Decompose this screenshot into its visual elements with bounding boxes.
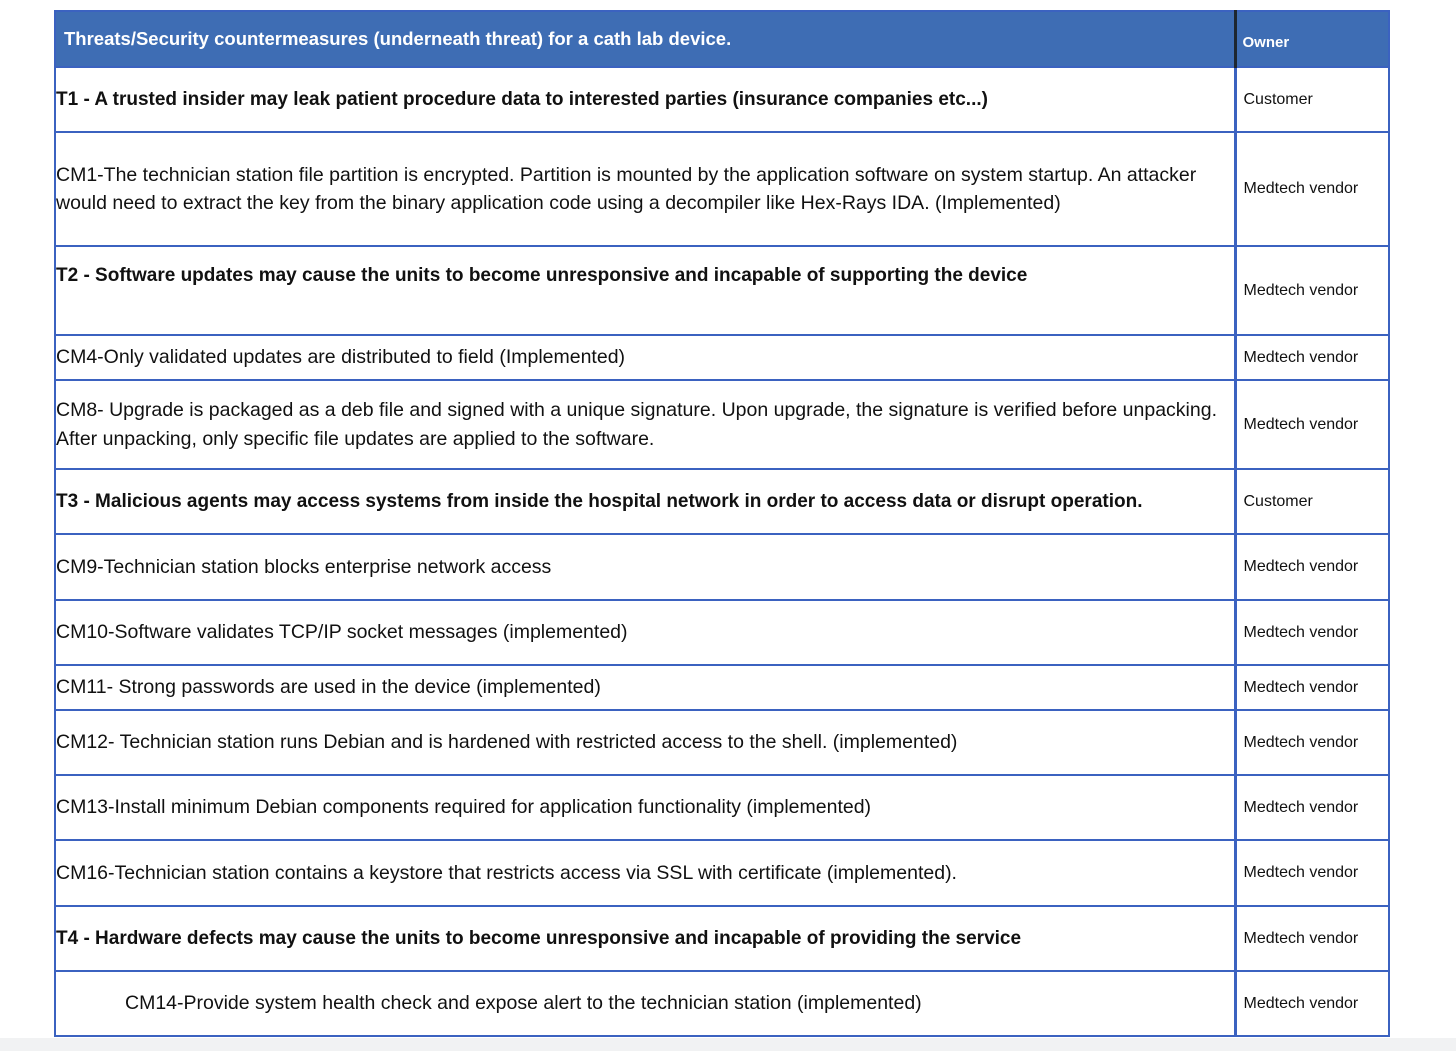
owner-cell: Medtech vendor: [1235, 665, 1389, 710]
owner-cell: Medtech vendor: [1235, 840, 1389, 906]
page-bottom-band: [0, 1038, 1456, 1051]
owner-cell: Medtech vendor: [1235, 534, 1389, 600]
owner-cell: Medtech vendor: [1235, 775, 1389, 840]
countermeasure-text: CM9-Technician station blocks enterprise network access: [55, 534, 1235, 600]
countermeasure-row-cm14: [55, 971, 1389, 1036]
header-title: Threats/Security countermeasures (underneath threat) for a cath lab device.: [55, 11, 1235, 67]
countermeasure-text: CM13-Install minimum Debian components required for application functionality (implemented): [55, 775, 1235, 840]
countermeasure-row-cm12: [55, 710, 1389, 775]
threat-row-t1: [55, 67, 1389, 132]
header-owner: Owner: [1235, 11, 1389, 67]
countermeasure-row-cm11: [55, 665, 1389, 710]
countermeasure-row-cm9: [55, 534, 1389, 600]
countermeasure-text: CM4-Only validated updates are distributed to field (Implemented): [55, 335, 1235, 380]
countermeasure-text: CM10-Software validates TCP/IP socket messages (implemented): [55, 600, 1235, 665]
threats-countermeasures-table: [54, 10, 1390, 1037]
threat-row-t4: [55, 906, 1389, 971]
countermeasure-row-cm13: [55, 775, 1389, 840]
countermeasure-row-cm1: [55, 132, 1389, 246]
countermeasure-row-cm10: [55, 600, 1389, 665]
threat-text: T3 - Malicious agents may access systems from inside the hospital network in order to access data or disrupt operation.: [55, 469, 1235, 534]
owner-cell: Customer: [1235, 67, 1389, 132]
owner-cell: Medtech vendor: [1235, 132, 1389, 246]
countermeasure-text: CM16-Technician station contains a keystore that restricts access via SSL with certificate (implemented).: [55, 840, 1235, 906]
countermeasure-row-cm16: [55, 840, 1389, 906]
owner-cell: Customer: [1235, 469, 1389, 534]
countermeasure-text: CM12- Technician station runs Debian and is hardened with restricted access to the shell. (implemented): [55, 710, 1235, 775]
owner-cell: Medtech vendor: [1235, 246, 1389, 335]
countermeasure-row-cm4: [55, 335, 1389, 380]
threat-row-t2: [55, 246, 1389, 335]
threat-row-t3: [55, 469, 1389, 534]
threat-text: T1 - A trusted insider may leak patient procedure data to interested parties (insurance companies etc...): [55, 67, 1235, 132]
countermeasure-text: CM1-The technician station file partition is encrypted. Partition is mounted by the application software on system startup. An attacker would need to extract the key from the binary application code using a decompiler like Hex-Rays IDA. (Implemented): [55, 132, 1235, 246]
threat-text: T4 - Hardware defects may cause the units to become unresponsive and incapable of providing the service: [55, 906, 1235, 971]
owner-cell: Medtech vendor: [1235, 971, 1389, 1036]
owner-cell: Medtech vendor: [1235, 380, 1389, 469]
countermeasure-row-cm8: [55, 380, 1389, 469]
owner-cell: Medtech vendor: [1235, 906, 1389, 971]
countermeasure-text: CM14-Provide system health check and expose alert to the technician station (implemented): [55, 971, 1235, 1036]
countermeasure-text: CM8- Upgrade is packaged as a deb file and signed with a unique signature. Upon upgrade, the signature is verified before unpacking. After unpacking, only specific file updates are applied to the software.: [55, 380, 1235, 469]
countermeasure-text: CM11- Strong passwords are used in the device (implemented): [55, 665, 1235, 710]
owner-cell: Medtech vendor: [1235, 710, 1389, 775]
threat-text: T2 - Software updates may cause the units to become unresponsive and incapable of supporting the device: [55, 246, 1235, 335]
table-header-row: [55, 11, 1389, 67]
owner-cell: Medtech vendor: [1235, 335, 1389, 380]
owner-cell: Medtech vendor: [1235, 600, 1389, 665]
